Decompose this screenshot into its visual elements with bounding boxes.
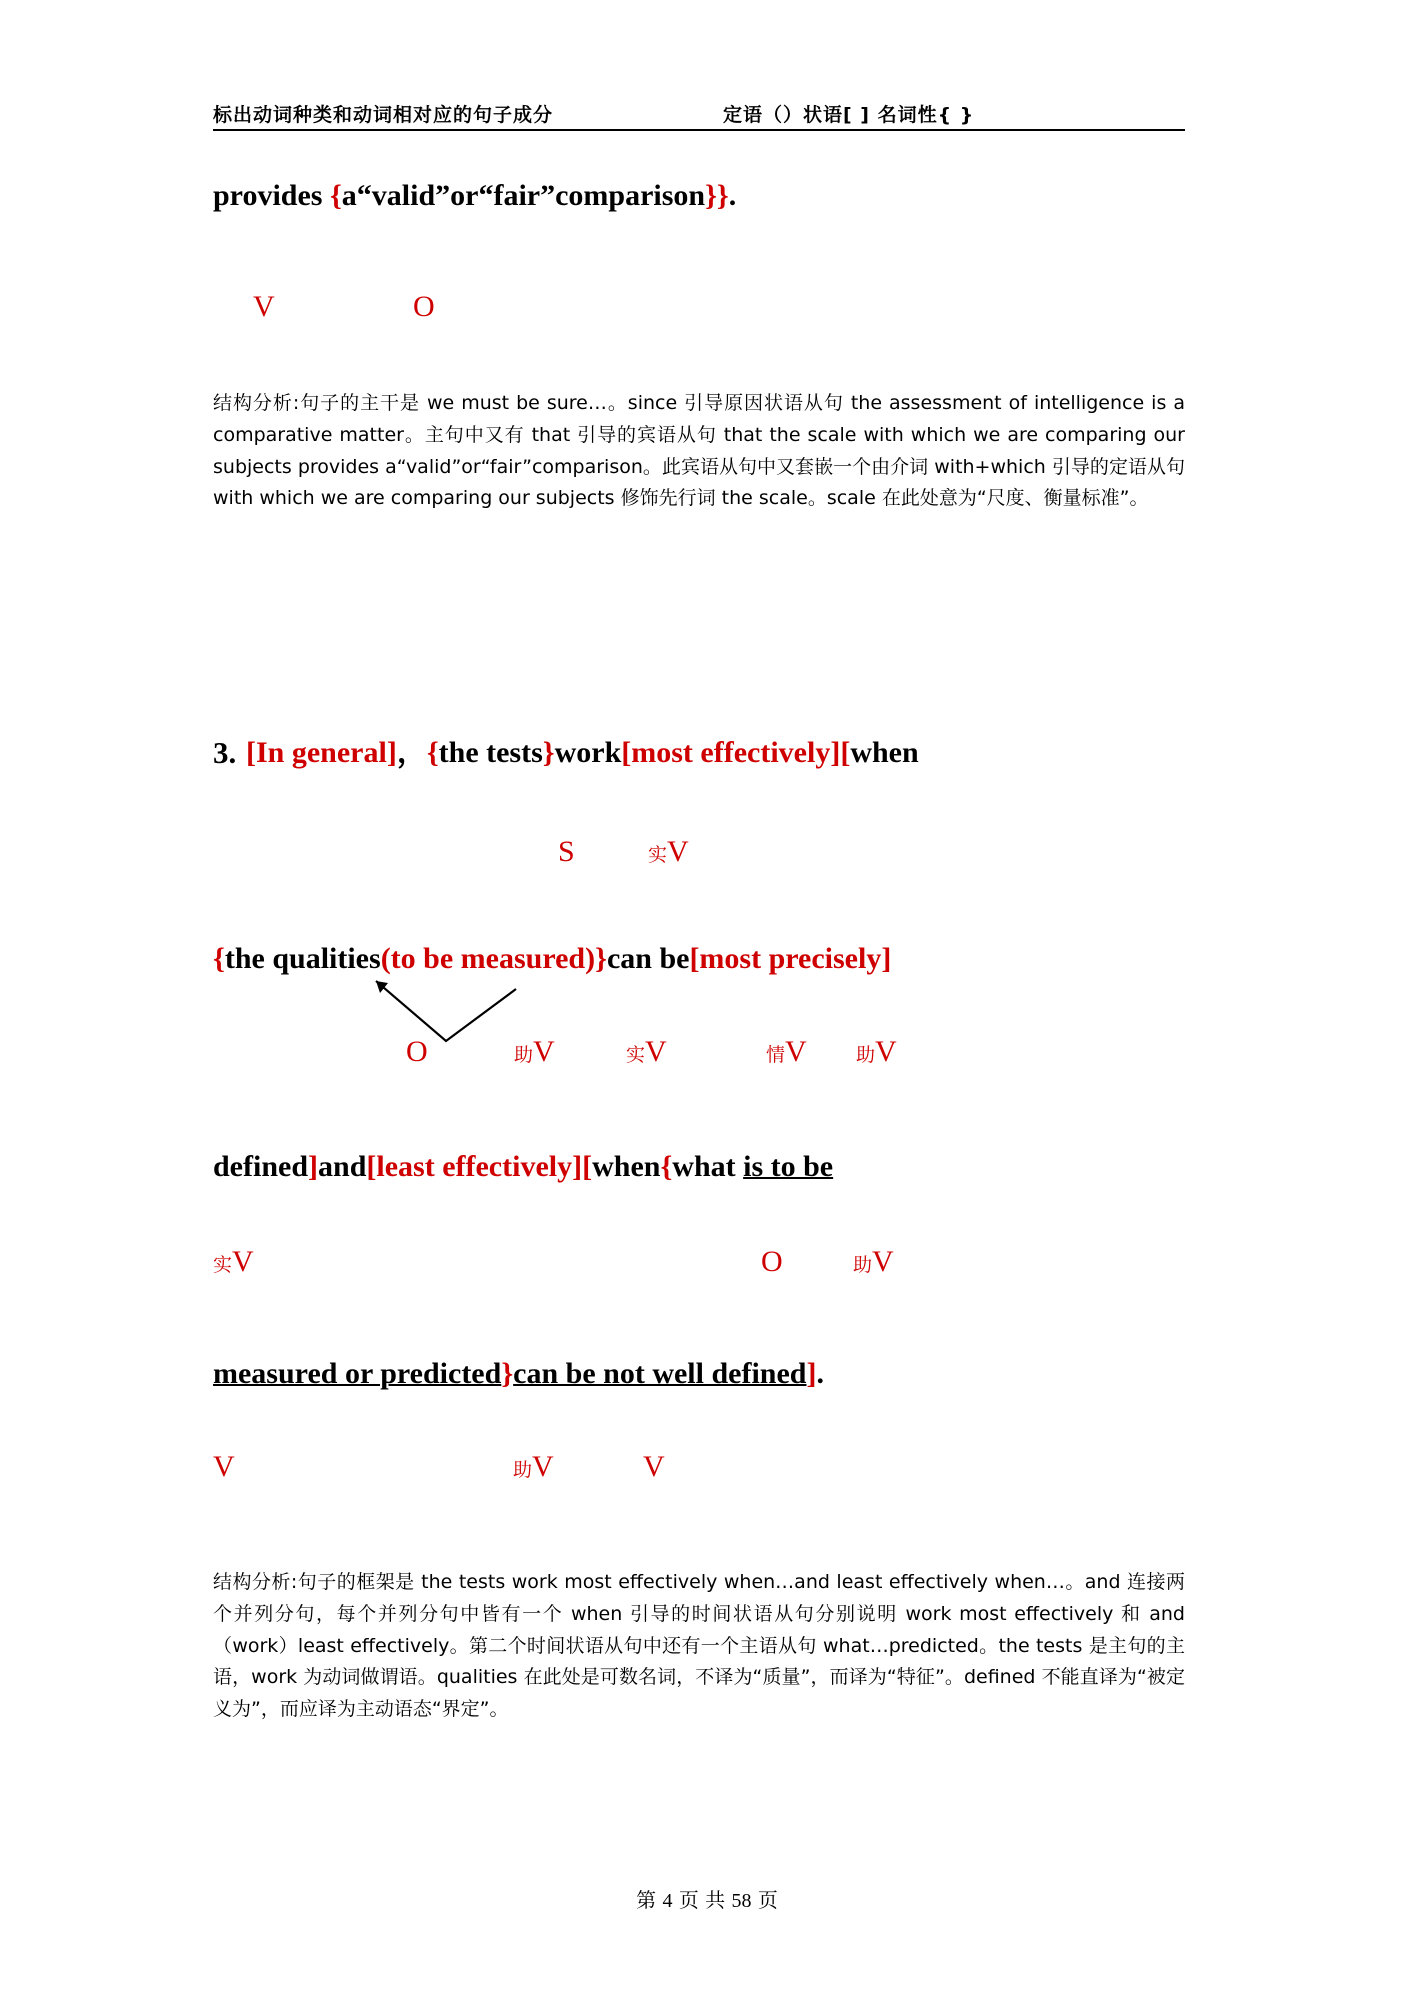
annotation-mark: 实V xyxy=(626,1035,667,1068)
footer-suffix: 页 xyxy=(757,1888,778,1912)
annotation-mark: 助V xyxy=(856,1035,897,1068)
item-number: 3. xyxy=(213,735,237,770)
analysis-label: 结构分析: xyxy=(213,392,300,414)
sentence-token: }} xyxy=(705,179,729,212)
header-left-text: 标出动词种类和动词相对应的句子成分 xyxy=(213,104,554,126)
annotation-row xyxy=(286,1035,1186,1075)
sentence-token-underlined: can be not well defined xyxy=(513,1357,807,1390)
sentence-token: . xyxy=(816,1357,824,1390)
analysis-label: 结构分析: xyxy=(213,1571,298,1593)
annotation-mark: 实V xyxy=(213,1245,254,1278)
annotation-mark: S xyxy=(558,835,575,868)
structure-analysis-paragraph-2 xyxy=(213,1567,1185,1726)
sentence-token: the tests xyxy=(438,736,543,769)
annotation-mark: O xyxy=(413,290,435,323)
sentence-token: when xyxy=(850,736,919,769)
footer-total-pages: 58 xyxy=(731,1890,752,1912)
sentence-token: when xyxy=(592,1150,661,1183)
annotation-mark: 助V xyxy=(853,1245,894,1278)
annotation-mark: V xyxy=(253,290,275,323)
sentence-line-1 xyxy=(246,734,919,772)
sentence-token: { xyxy=(329,179,342,212)
header-divider xyxy=(213,129,1185,131)
annotation-row xyxy=(213,290,913,330)
annotation-row xyxy=(213,1245,1113,1285)
sentence-token: work xyxy=(554,736,622,769)
annotation-mark: V xyxy=(213,1450,235,1483)
sentence-token: the qualities xyxy=(224,942,381,975)
structure-analysis-paragraph-1 xyxy=(213,388,1185,515)
annotation-mark: 情V xyxy=(766,1035,807,1068)
sentence-token: } xyxy=(542,736,555,769)
sentence-token: [ xyxy=(840,736,851,769)
sentence-token: [most effectively] xyxy=(621,736,841,769)
sentence-token: defined xyxy=(213,1150,309,1183)
footer-page-number: 4 xyxy=(662,1890,673,1912)
sentence-line-2 xyxy=(213,940,891,978)
sentence-token: { xyxy=(213,942,225,975)
sentence-token-underlined: is to be xyxy=(743,1150,834,1183)
sentence-token: } xyxy=(595,942,607,975)
annotation-mark: 实V xyxy=(648,835,689,868)
sentence-token: ， xyxy=(396,736,427,769)
header-right-text: 定语（）状语[ ] 名词性{ } xyxy=(723,104,975,126)
sentence-token: (to be measured) xyxy=(380,942,596,975)
sentence-line-continuation xyxy=(213,177,736,215)
sentence-token: what xyxy=(672,1150,744,1183)
annotation-mark: O xyxy=(761,1245,783,1278)
sentence-line-4 xyxy=(213,1355,824,1393)
analysis-body: 句子的框架是 the tests work most effectively when…and least effectively when…。and 连接两个并列分句，每个并列分句中皆有一个 when 引导的时间状语从句分别说明 work most effectively 和 and（work）least effectively。第二个时间状语从句中还有一个主语从句 what…predicted。the tests 是主句的主语，work 为动词做谓语。qualities 在此处是可数名词，不译为“质量”，而译为“特征”。defined 不能直译为“被定义为”，而应译为主动语态“界定”。 xyxy=(213,1571,1186,1721)
footer-prefix: 第 xyxy=(636,1888,657,1912)
annotation-mark: V xyxy=(643,1450,665,1483)
sentence-token: ] xyxy=(806,1357,817,1390)
sentence-token-underlined: measured or predicted xyxy=(213,1357,502,1390)
annotation-mark: 助V xyxy=(513,1450,554,1483)
sentence-token: [least effectively] xyxy=(366,1150,583,1183)
sentence-token: { xyxy=(426,736,439,769)
sentence-token: [In general] xyxy=(246,736,397,769)
sentence-token: ] xyxy=(308,1150,319,1183)
sentence-token: [ xyxy=(582,1150,593,1183)
page-header xyxy=(213,100,1213,127)
annotation-row xyxy=(213,1450,1113,1490)
annotation-mark: O xyxy=(406,1035,428,1068)
sentence-token: provides xyxy=(213,179,330,212)
sentence-token: can be xyxy=(606,942,690,975)
sentence-token: . xyxy=(728,179,737,212)
analysis-body: 句子的主干是 we must be sure…。since 引导原因状语从句 the assessment of intelligence is a comparative matter。主句中又有 that 引导的宾语从句 that the scale with which we are comparing our subjects provides a“valid”or“fair”comparison。此宾语从句中又套嵌一个由介词 with+which 引导的定语从句 with which we are comparing our subjects 修饰先行词 the scale。scale 在此处意为“尺度、衡量标准”。 xyxy=(213,392,1185,510)
page-footer xyxy=(0,1884,1414,1913)
sentence-token: a“valid”or“fair”comparison xyxy=(341,179,706,212)
sentence-token: and xyxy=(318,1150,367,1183)
sentence-token: } xyxy=(501,1357,514,1390)
sentence-token: [most precisely] xyxy=(689,942,892,975)
footer-middle: 页 共 xyxy=(678,1888,726,1912)
sentence-line-3 xyxy=(213,1148,833,1186)
sentence-token: { xyxy=(660,1150,673,1183)
annotation-mark: 助V xyxy=(514,1035,555,1068)
annotation-row xyxy=(286,835,1086,875)
